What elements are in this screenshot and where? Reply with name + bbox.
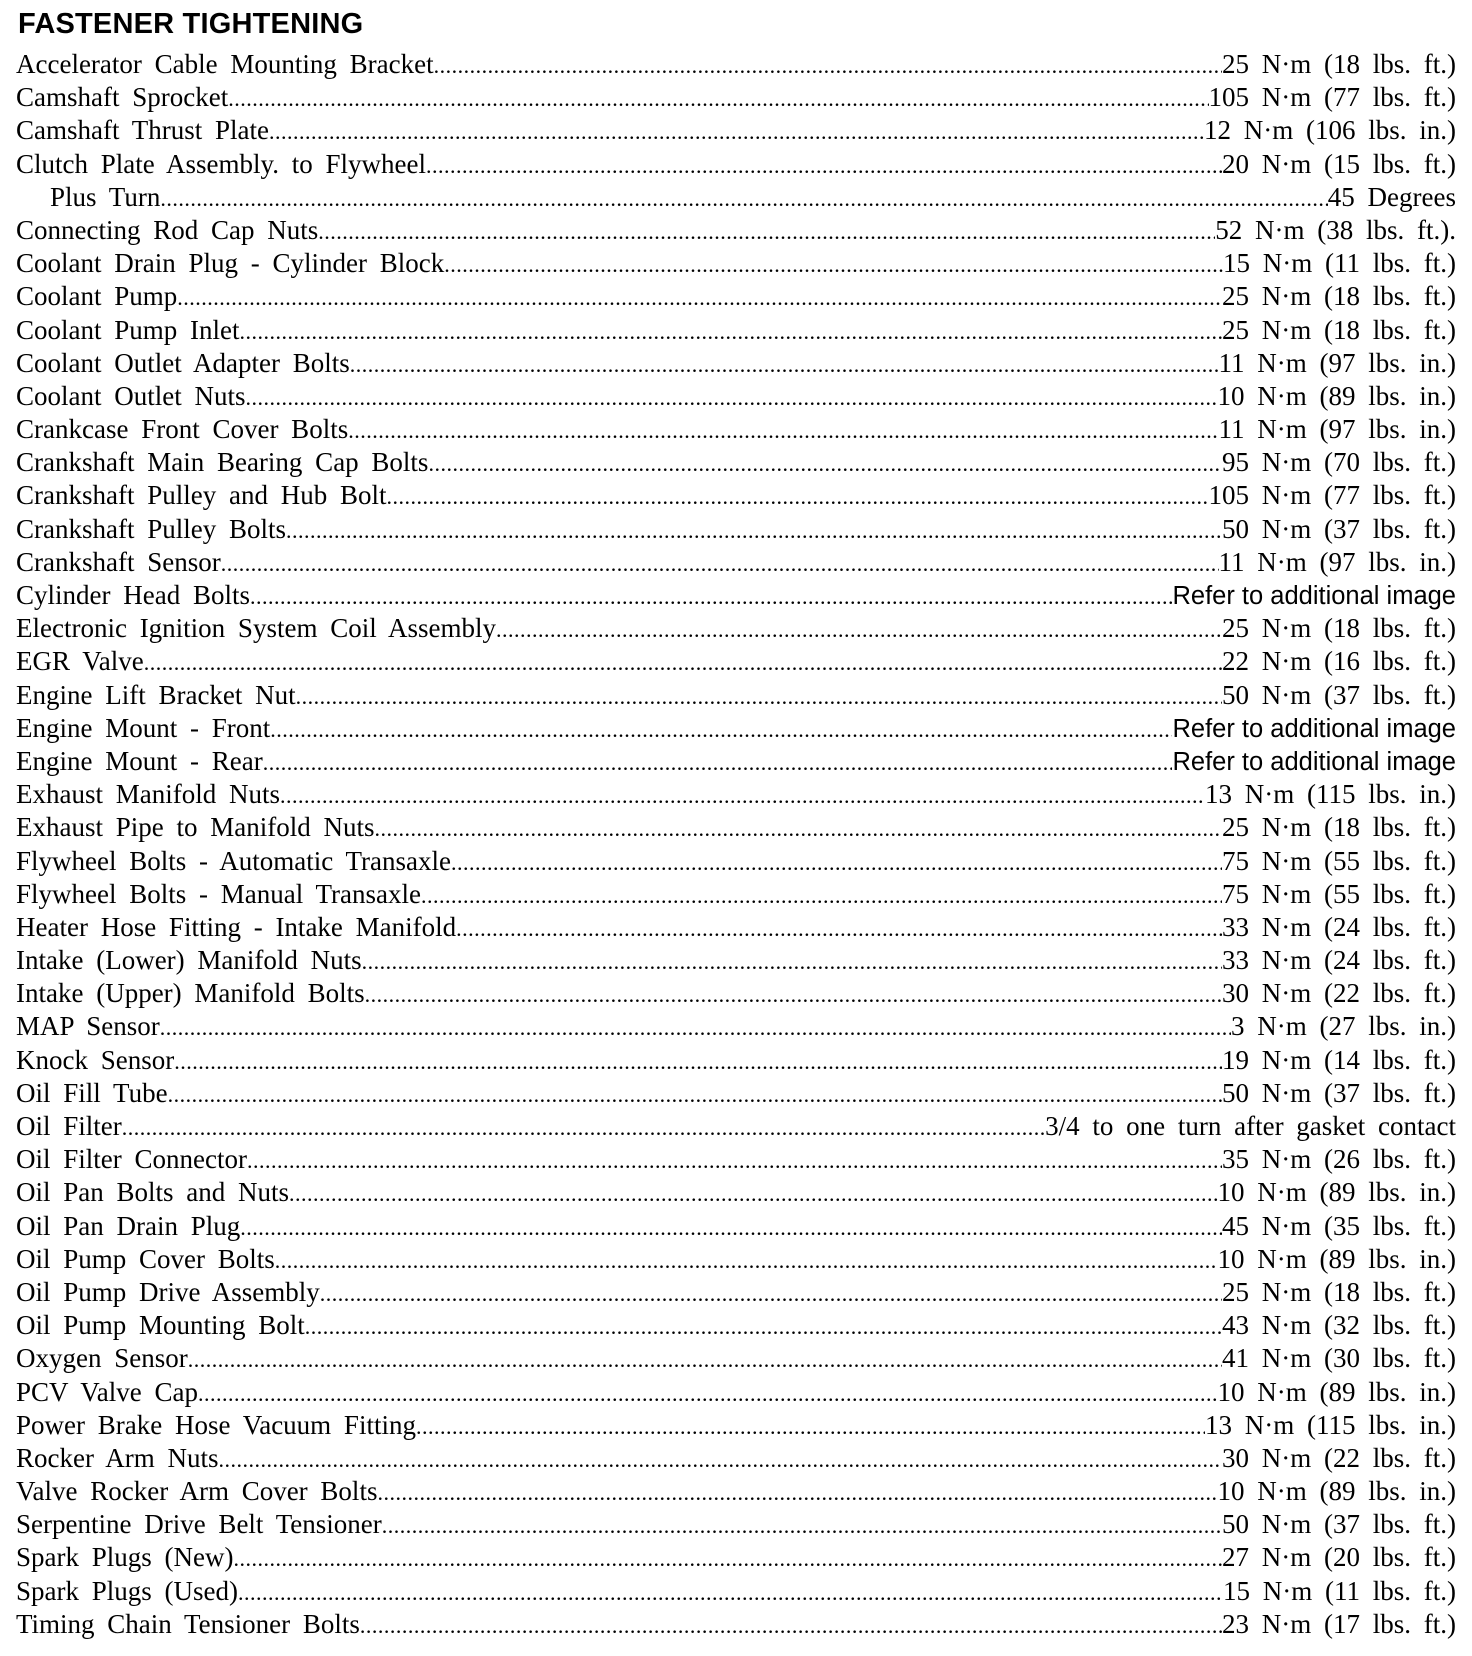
dot-leader: [318, 215, 1215, 247]
spec-row: [16, 413, 1456, 446]
spec-row: [16, 878, 1456, 911]
dot-leader: [434, 49, 1222, 81]
dot-leader: [374, 812, 1222, 844]
spec-row: [16, 380, 1456, 413]
spec-row-value: 75 N·m (55 lbs. ft.): [1222, 878, 1456, 909]
spec-row-label: Oil Filter: [16, 1111, 122, 1141]
spec-row-value: 20 N·m (15 lbs. ft.): [1222, 148, 1456, 179]
spec-row-label: Crankshaft Pulley and Hub Bolt: [16, 480, 387, 511]
spec-row: [16, 1541, 1456, 1574]
spec-row-value: 30 N·m (22 lbs. ft.): [1222, 978, 1456, 1009]
spec-row: [16, 214, 1456, 247]
dot-leader: [456, 912, 1222, 944]
dot-leader: [160, 182, 1327, 214]
spec-row: [16, 977, 1456, 1010]
spec-row: [16, 347, 1456, 380]
spec-row-label: Oil Pump Drive Assembly: [16, 1276, 320, 1307]
spec-row-value: 10 N·m (89 lbs. in.): [1217, 1476, 1456, 1507]
spec-row: [16, 1010, 1456, 1043]
spec-row-label: Serpentine Drive Belt Tensioner: [16, 1509, 382, 1540]
spec-row-label: Crankshaft Main Bearing Cap Bolts: [16, 447, 429, 478]
dot-leader: [362, 945, 1222, 977]
spec-row: [16, 1309, 1456, 1342]
page-title: FASTENER TIGHTENING: [18, 8, 364, 40]
dot-leader: [451, 846, 1222, 878]
spec-row: [16, 1143, 1456, 1176]
dot-leader: [160, 1011, 1231, 1043]
spec-row: [16, 148, 1456, 181]
spec-row-value: 105 N·m (77 lbs. ft.): [1208, 82, 1456, 113]
dot-leader: [421, 879, 1222, 911]
spec-row-label: Coolant Pump: [16, 281, 178, 312]
spec-row: [16, 811, 1456, 844]
dot-leader: [275, 1244, 1218, 1276]
dot-leader: [177, 281, 1222, 313]
spec-row: [16, 1342, 1456, 1375]
spec-row-value: 25 N·m (18 lbs. ft.): [1222, 1276, 1456, 1307]
spec-row-value: 19 N·m (14 lbs. ft.): [1222, 1044, 1456, 1075]
spec-row: [16, 612, 1456, 645]
spec-row-value: 50 N·m (37 lbs. ft.): [1222, 1077, 1456, 1108]
spec-row-label: PCV Valve Cap: [16, 1376, 199, 1407]
dot-leader: [221, 547, 1219, 579]
dot-leader: [263, 746, 1173, 778]
dot-leader: [365, 978, 1222, 1010]
spec-row-label: Oil Pump Cover Bolts: [16, 1243, 275, 1274]
spec-row-label: Spark Plugs (New): [16, 1542, 234, 1573]
spec-row: [16, 181, 1456, 214]
spec-row-value: 35 N·m (26 lbs. ft.): [1222, 1144, 1456, 1175]
dot-leader: [188, 1343, 1222, 1375]
spec-row-label: Camshaft Sprocket: [16, 82, 229, 113]
spec-row-label: Rocker Arm Nuts: [16, 1442, 219, 1473]
spec-row-value: 33 N·m (24 lbs. ft.): [1222, 945, 1456, 976]
spec-row: [16, 314, 1456, 347]
spec-row-label: Intake (Upper) Manifold Bolts: [16, 978, 365, 1009]
dot-leader: [444, 248, 1223, 280]
dot-leader: [305, 1310, 1222, 1342]
dot-leader: [168, 1078, 1222, 1110]
dot-leader: [496, 613, 1222, 645]
spec-row: [16, 579, 1456, 612]
dot-leader: [428, 447, 1222, 479]
dot-leader: [233, 1542, 1222, 1574]
spec-row-value: 22 N·m (16 lbs. ft.): [1222, 646, 1456, 677]
spec-row-value: 25 N·m (18 lbs. ft.): [1222, 49, 1456, 79]
spec-row-value: Refer to additional image: [1172, 582, 1456, 610]
spec-row-value: 25 N·m (18 lbs. ft.): [1222, 613, 1456, 644]
spec-row: [16, 513, 1456, 546]
dot-leader: [218, 1443, 1222, 1475]
spec-row-value: 23 N·m (17 lbs. ft.): [1222, 1608, 1456, 1639]
dot-leader: [416, 1410, 1205, 1442]
spec-row: [16, 1210, 1456, 1243]
spec-row-value: 95 N·m (70 lbs. ft.): [1222, 447, 1456, 478]
spec-row-value: 15 N·m (11 lbs. ft.): [1223, 248, 1456, 279]
spec-row-label: Engine Mount - Front: [16, 712, 271, 743]
spec-row-label: Cylinder Head Bolts: [16, 580, 250, 610]
dot-leader: [144, 646, 1222, 678]
dot-leader: [240, 315, 1223, 347]
spec-row-value: Refer to additional image: [1172, 714, 1456, 743]
spec-row-value: 11 N·m (97 lbs. in.): [1218, 347, 1456, 378]
spec-row: [16, 944, 1456, 977]
spec-row-value: 11 N·m (97 lbs. in.): [1218, 546, 1456, 577]
spec-row-label: Accelerator Cable Mounting Bracket: [16, 49, 434, 79]
spec-row: [16, 1608, 1456, 1641]
spec-row-label: Flywheel Bolts - Manual Transaxle: [16, 878, 421, 909]
spec-row: [16, 1575, 1456, 1608]
spec-row-label: Engine Lift Bracket Nut: [16, 679, 296, 710]
dot-leader: [174, 1045, 1222, 1077]
spec-row-value: Refer to additional image: [1172, 747, 1456, 776]
spec-row-label: Oil Fill Tube: [16, 1077, 168, 1108]
spec-row-label: Crankcase Front Cover Bolts: [16, 414, 349, 445]
spec-row: [16, 778, 1456, 811]
dot-leader: [246, 381, 1218, 413]
spec-row-label: Oil Filter Connector: [16, 1144, 247, 1175]
spec-row: [16, 645, 1456, 678]
spec-row-label: Camshaft Thrust Plate: [16, 115, 269, 146]
spec-row: [16, 1243, 1456, 1276]
spec-row-label: Crankshaft Sensor: [16, 546, 221, 577]
spec-row-value: 10 N·m (89 lbs. in.): [1217, 1243, 1456, 1274]
spec-row-value: 25 N·m (18 lbs. ft.): [1222, 314, 1456, 345]
spec-row-value: 10 N·m (89 lbs. in.): [1217, 1177, 1456, 1208]
spec-row-value: 50 N·m (37 lbs. ft.): [1222, 513, 1456, 544]
spec-row: [16, 679, 1456, 712]
spec-row: [16, 1077, 1456, 1110]
spec-row-label: Crankshaft Pulley Bolts: [16, 513, 286, 544]
spec-row: [16, 1110, 1456, 1143]
dot-leader: [382, 1509, 1222, 1541]
spec-row: [16, 1475, 1456, 1508]
spec-row-value: 10 N·m (89 lbs. in.): [1217, 380, 1456, 411]
dot-leader: [350, 348, 1219, 380]
dot-leader: [286, 514, 1222, 546]
spec-row-label: Connecting Rod Cap Nuts: [16, 214, 319, 245]
dot-leader: [250, 580, 1173, 612]
spec-row-value: 105 N·m (77 lbs. ft.): [1208, 480, 1456, 511]
spec-row-value: 30 N·m (22 lbs. ft.): [1222, 1442, 1456, 1473]
spec-row-value: 45 N·m (35 lbs. ft.): [1222, 1210, 1456, 1241]
spec-row-value: 25 N·m (18 lbs. ft.): [1222, 812, 1456, 843]
spec-row-label: Oxygen Sensor: [16, 1343, 188, 1374]
spec-row-label: Exhaust Manifold Nuts: [16, 779, 280, 810]
spec-row-label: Clutch Plate Assembly. to Flywheel: [16, 148, 426, 179]
spec-row: [16, 1044, 1456, 1077]
spec-row-value: 27 N·m (20 lbs. ft.): [1222, 1542, 1456, 1573]
spec-row-label: Exhaust Pipe to Manifold Nuts: [16, 812, 375, 843]
spec-row-value: 41 N·m (30 lbs. ft.): [1222, 1343, 1456, 1374]
spec-row-label: Knock Sensor: [16, 1044, 175, 1075]
dot-leader: [228, 82, 1208, 114]
spec-row-label: Intake (Lower) Manifold Nuts: [16, 945, 362, 976]
spec-row-label: Coolant Pump Inlet: [16, 314, 240, 345]
spec-row: [16, 845, 1456, 878]
spec-row-value: 15 N·m (11 lbs. ft.): [1223, 1575, 1456, 1606]
dot-leader: [289, 1177, 1218, 1209]
dot-leader: [426, 149, 1222, 181]
spec-row-value: 45 Degrees: [1327, 181, 1456, 212]
spec-row: [16, 712, 1456, 745]
spec-row: [16, 1442, 1456, 1475]
spec-row: [16, 1409, 1456, 1442]
spec-row-label: Oil Pump Mounting Bolt: [16, 1310, 305, 1341]
spec-row-value: 25 N·m (18 lbs. ft.): [1222, 281, 1456, 312]
spec-row-label: Timing Chain Tensioner Bolts: [16, 1608, 360, 1639]
spec-row-label: Coolant Drain Plug - Cylinder Block: [16, 248, 445, 279]
dot-leader: [270, 713, 1172, 745]
spec-row-label: Coolant Outlet Adapter Bolts: [16, 347, 350, 378]
spec-row: [16, 479, 1456, 512]
spec-row: [16, 114, 1456, 147]
spec-row-value: 3 N·m (27 lbs. in.): [1231, 1011, 1456, 1042]
spec-row: [16, 48, 1456, 81]
spec-row: [16, 1376, 1456, 1409]
spec-row: [16, 1508, 1456, 1541]
spec-row-value: 11 N·m (97 lbs. in.): [1218, 414, 1456, 445]
spec-row-label: Plus Turn: [50, 181, 161, 212]
dot-leader: [240, 1211, 1222, 1243]
dot-leader: [320, 1277, 1222, 1309]
spec-row: [16, 546, 1456, 579]
spec-row-label: Oil Pan Drain Plug: [16, 1210, 241, 1241]
dot-leader: [296, 680, 1222, 712]
spec-row-value: 50 N·m (37 lbs. ft.): [1222, 679, 1456, 710]
spec-page: [16, 2, 1456, 1641]
dot-leader: [198, 1377, 1218, 1409]
torque-spec-list: [16, 48, 1456, 1641]
spec-row-label: Oil Pan Bolts and Nuts: [16, 1177, 290, 1208]
spec-row: [16, 446, 1456, 479]
dot-leader: [122, 1111, 1045, 1143]
spec-row-label: Heater Hose Fitting - Intake Manifold: [16, 911, 457, 942]
spec-row-label: MAP Sensor: [16, 1011, 160, 1042]
spec-row-label: Spark Plugs (Used): [16, 1575, 238, 1606]
dot-leader: [360, 1609, 1222, 1641]
spec-row: [16, 1176, 1456, 1209]
spec-row-value: 33 N·m (24 lbs. ft.): [1222, 911, 1456, 942]
dot-leader: [386, 480, 1208, 512]
spec-row-label: Coolant Outlet Nuts: [16, 380, 246, 411]
dot-leader: [377, 1476, 1217, 1508]
spec-row-label: Engine Mount - Rear: [16, 745, 263, 776]
spec-row: [16, 1276, 1456, 1309]
spec-row: [16, 81, 1456, 114]
spec-row-label: Valve Rocker Arm Cover Bolts: [16, 1476, 378, 1507]
spec-row-label: Electronic Ignition System Coil Assembly: [16, 613, 496, 644]
spec-row-label: EGR Valve: [16, 646, 144, 677]
spec-row-value: 43 N·m (32 lbs. ft.): [1222, 1310, 1456, 1341]
spec-row-value: 13 N·m (115 lbs. in.): [1205, 1409, 1456, 1440]
dot-leader: [238, 1576, 1223, 1608]
spec-row-value: 3/4 to one turn after gasket contact: [1045, 1111, 1456, 1141]
dot-leader: [348, 414, 1218, 446]
spec-row-label: Flywheel Bolts - Automatic Transaxle: [16, 845, 451, 876]
spec-row: [16, 247, 1456, 280]
spec-row-value: 12 N·m (106 lbs. in.): [1204, 115, 1456, 146]
spec-row-value: 52 N·m (38 lbs. ft.).: [1215, 214, 1456, 245]
spec-row-label: Power Brake Hose Vacuum Fitting: [16, 1409, 416, 1440]
dot-leader: [269, 115, 1204, 147]
spec-row-value: 13 N·m (115 lbs. in.): [1205, 779, 1456, 810]
spec-row: [16, 911, 1456, 944]
dot-leader: [247, 1144, 1222, 1176]
dot-leader: [280, 779, 1205, 811]
spec-row-value: 10 N·m (89 lbs. in.): [1217, 1376, 1456, 1407]
spec-row: [16, 745, 1456, 778]
spec-row-value: 50 N·m (37 lbs. ft.): [1222, 1509, 1456, 1540]
spec-row-value: 75 N·m (55 lbs. ft.): [1222, 845, 1456, 876]
spec-row: [16, 280, 1456, 313]
